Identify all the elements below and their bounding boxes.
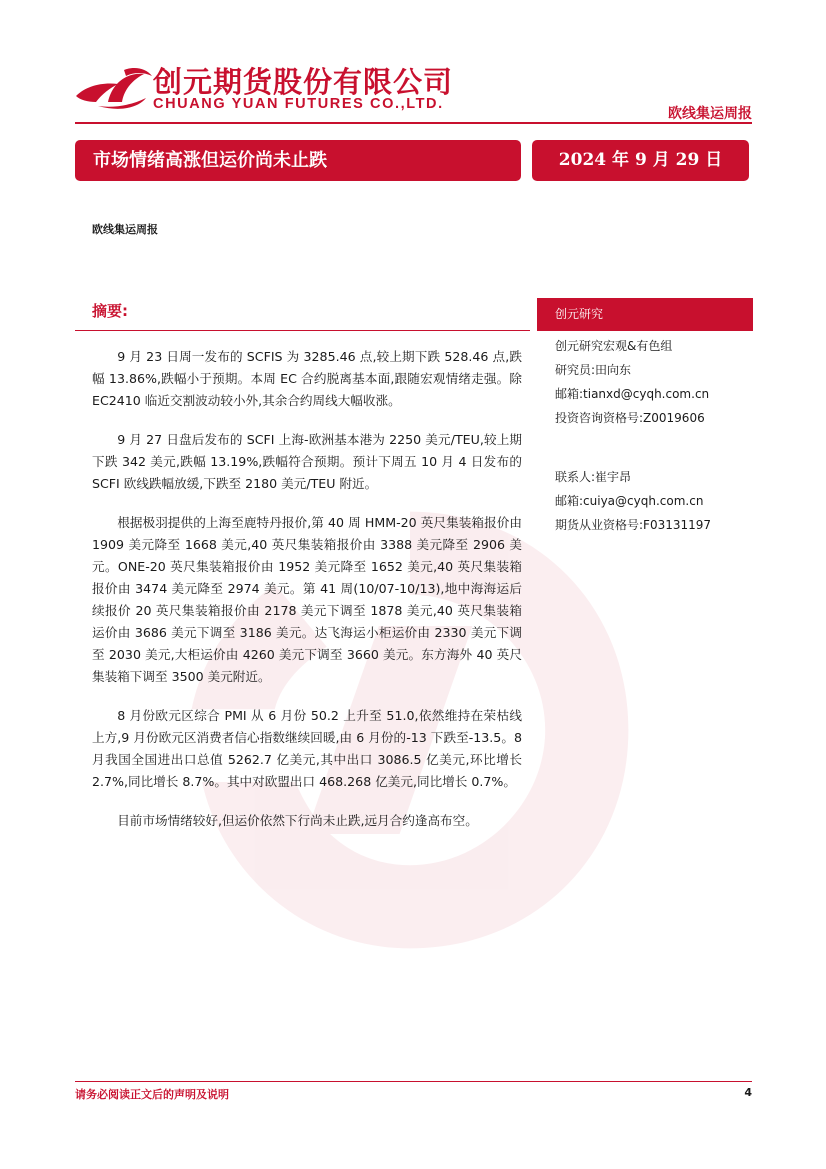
report-type-label: 欧线集运周报	[92, 223, 158, 236]
report-date: 2024 年 9 月 29 日	[532, 140, 749, 181]
contact-info	[555, 465, 755, 537]
company-name-cn: 创元期货股份有限公司	[153, 65, 454, 99]
researcher-license: 投资咨询资格号:Z0019606	[555, 411, 705, 425]
abstract-divider	[75, 330, 530, 331]
abstract-paragraph: 9 月 23 日周一发布的 SCFIS 为 3285.46 点,较上期下跌 528.46 点,跌幅 13.86%,跌幅小于预期。本周 EC 合约脱离基本面,跟随宏观情绪走强。除 EC2410 临近交割波动较小外,其余合约周线大幅收涨。	[92, 349, 522, 408]
header-divider	[75, 122, 752, 124]
analyst-info	[555, 334, 755, 430]
research-group: 创元研究宏观&有色组	[555, 339, 673, 353]
abstract-paragraph: 9 月 27 日盘后发布的 SCFI 上海-欧洲基本港为 2250 美元/TEU,较上期下跌 342 美元,跌幅 13.19%,跌幅符合预期。预计下周五 10 月 4 日发布的 SCFI 欧线跌幅放缓,下跌至 2180 美元/TEU 附近。	[92, 432, 522, 491]
abstract-paragraph: 8 月份欧元区综合 PMI 从 6 月份 50.2 上升至 51.0,依然维持在荣枯线上方,9 月份欧元区消费者信心指数继续回暖,由 6 月份的-13 下跌至-13.5。8 月我国全国进出口总值 5262.7 亿美元,其中出口 3086.5 亿美元,环比增长 2.7%,同比增长 8.7%。其中对欧盟出口 468.268 亿美元,同比增长 0.7%。	[92, 708, 522, 789]
contact-person: 联系人:崔宇昂	[555, 470, 632, 484]
company-name-en: CHUANG YUAN FUTURES CO.,LTD.	[153, 96, 444, 112]
report-title: 市场情绪高涨但运价尚未止跌	[75, 140, 521, 181]
sidebar-heading: 创元研究	[537, 298, 753, 331]
page-number: 4	[744, 1086, 752, 1099]
abstract-heading: 摘要:	[92, 302, 128, 320]
footer-divider	[75, 1081, 752, 1082]
contact-license: 期货从业资格号:F03131197	[555, 518, 712, 532]
abstract-paragraph: 目前市场情绪较好,但运价依然下行尚未止跌,远月合约逢高布空。	[117, 813, 478, 828]
company-logo	[72, 62, 154, 114]
researcher: 研究员:田向东	[555, 363, 632, 377]
abstract-paragraph: 根据极羽提供的上海至鹿特丹报价,第 40 周 HMM-20 英尺集装箱报价由 1909 美元降至 1668 美元,40 英尺集装箱报价由 3388 美元降至 2906 美元。ONE-20 英尺集装箱报价由 1952 美元降至 1652 美元,40 英尺集装箱报价由 3474 美元降至 2974 美元。第 41 周(10/07-10/13),地中海海运后续报价 20 英尺集装箱报价由 2178 美元下调至 1878 美元,40 英尺集装箱运价由 3686 美元下调至 3186 美元。达飞海运小柜运价由 2330 美元下调至 2030 美元,大柜运价由 4260 美元下调至 3660 美元。东方海外 40 英尺集装箱下调至 3500 美元附近。	[92, 515, 522, 684]
researcher-email: 邮箱:tianxd@cyqh.com.cn	[555, 387, 710, 401]
abstract-body	[92, 346, 522, 849]
contact-email: 邮箱:cuiya@cyqh.com.cn	[555, 494, 704, 508]
footer-disclaimer-note: 请务必阅读正文后的声明及说明	[75, 1088, 229, 1101]
report-type-header: 欧线集运周报	[668, 106, 752, 122]
